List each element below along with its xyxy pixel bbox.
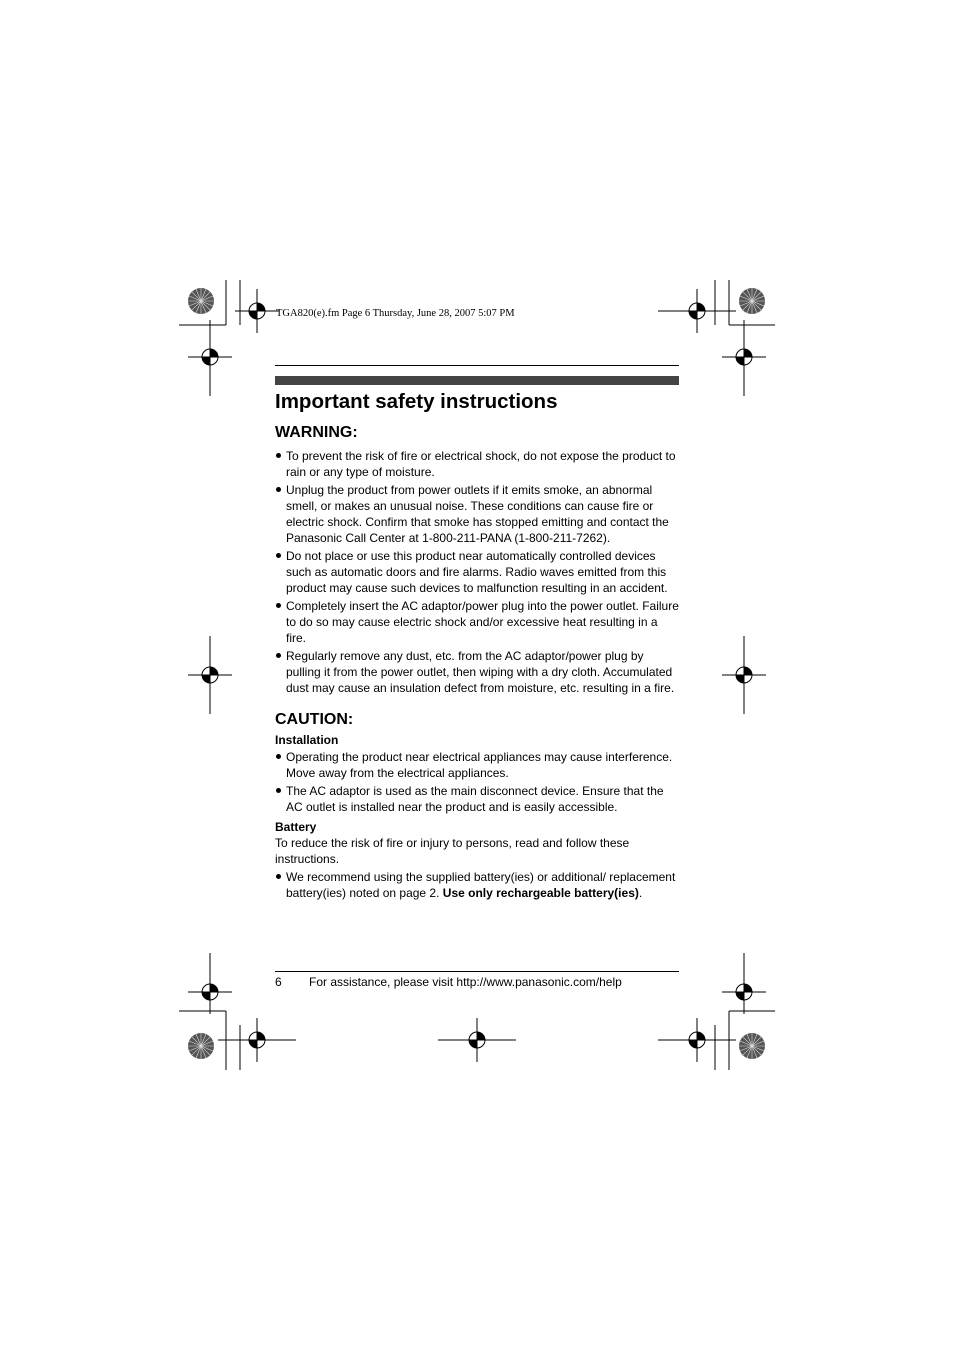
- warning-item: Unplug the product from power outlets if it emits smoke, an abnormal smell, or makes an unusual noise. These conditions can cause fire or electric shock. Confirm that smoke has stopped emitting and contact the Panasonic Call Center at 1-800-211-PANA (1-800-211-7262).: [275, 482, 679, 546]
- battery-item: [275, 869, 679, 901]
- battery-item-text: We recommend using the supplied battery(ies) or additional/ replacement battery(ies) noted on page 2.: [286, 870, 676, 900]
- main-content: [275, 423, 679, 903]
- warning-item: Do not place or use this product near automatically controlled devices such as automatic doors and fire alarms. Radio waves emitted from this product may cause such devices to malfunction resulting in an accident.: [275, 548, 679, 596]
- installation-item: Operating the product near electrical appliances may cause interference. Move away from the electrical appliances.: [275, 749, 679, 781]
- battery-item-end: .: [638, 886, 643, 900]
- print-slug: TGA820(e).fm Page 6 Thursday, June 28, 2007 5:07 PM: [276, 308, 515, 319]
- caution-heading: CAUTION:: [275, 711, 354, 728]
- warning-item: Completely insert the AC adaptor/power plug into the power outlet. Failure to do so may cause electric shock and/or excessive heat resulting in a fire.: [275, 598, 679, 646]
- battery-list: [275, 869, 679, 901]
- warning-list: [275, 448, 679, 696]
- header-bar: [275, 376, 679, 385]
- battery-heading: Battery: [275, 820, 317, 834]
- page-number: 6: [275, 975, 282, 989]
- battery-item-emphasis: Use only rechargeable battery(ies): [442, 886, 639, 900]
- page-title: Important safety instructions: [275, 390, 558, 413]
- footer-rule: [275, 971, 679, 972]
- warning-item: To prevent the risk of fire or electrical shock, do not expose the product to rain or any type of moisture.: [275, 448, 679, 480]
- battery-intro: To reduce the risk of fire or injury to persons, read and follow these instructions.: [275, 836, 630, 866]
- installation-list: [275, 749, 679, 815]
- installation-item: The AC adaptor is used as the main disconnect device. Ensure that the AC outlet is installed near the product and is easily accessible.: [275, 783, 679, 815]
- footer-help-text: For assistance, please visit http://www.panasonic.com/help: [309, 975, 622, 989]
- warning-heading: WARNING:: [275, 424, 358, 441]
- installation-heading: Installation: [275, 733, 339, 747]
- warning-item: Regularly remove any dust, etc. from the AC adaptor/power plug by pulling it from the power outlet, then wiping with a dry cloth. Accumulated dust may cause an insulation defect from moisture, etc. resulting in a fire.: [275, 648, 679, 696]
- header-rule: [275, 365, 679, 366]
